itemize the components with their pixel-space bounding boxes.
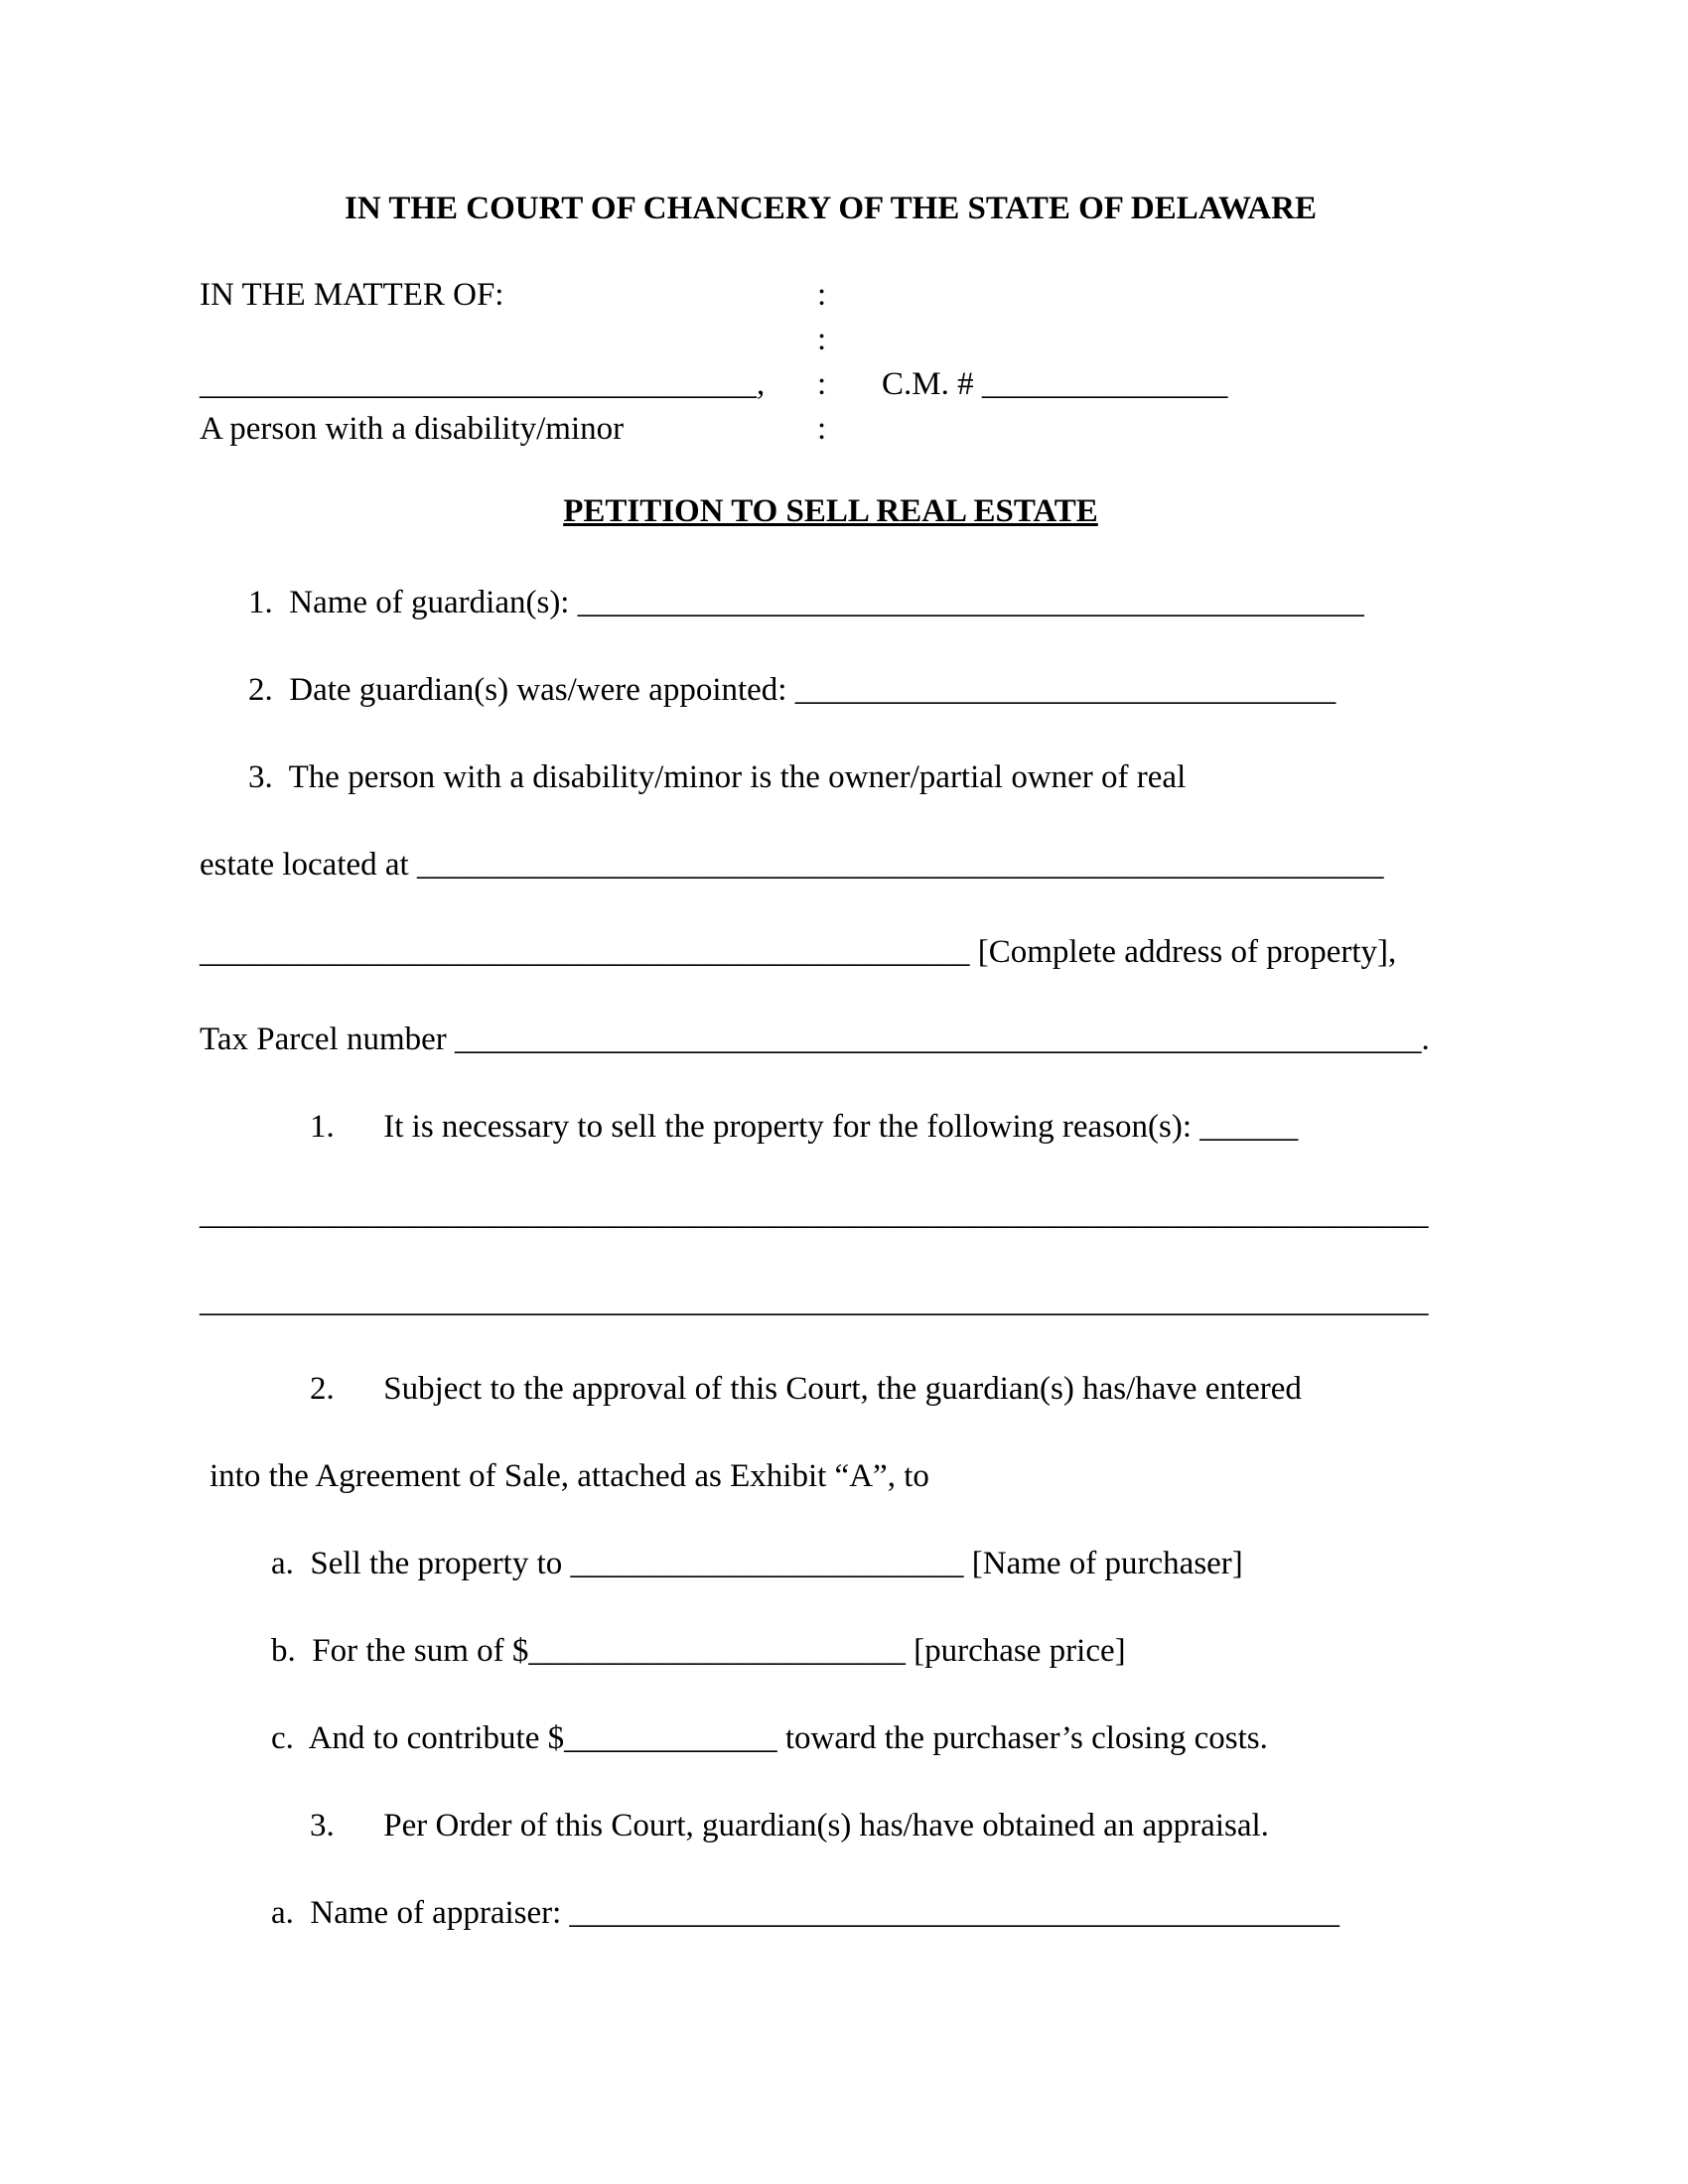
caption-separator-colon: :	[817, 366, 827, 402]
petition-heading: PETITION TO SELL REAL ESTATE	[563, 493, 1098, 529]
caption-row	[200, 273, 1462, 318]
caption-right-cell	[882, 407, 1462, 452]
agreement-of-sale-line-2: into the Agreement of Sale, attached as Exhibit “A”, to	[210, 1458, 929, 1494]
appraiser-name-line: a. Name of appraiser: _______________________________________________	[271, 1895, 1340, 1931]
ward-descriptor-label: A person with a disability/minor	[200, 411, 625, 447]
purchaser-name-line: a. Sell the property to ________________________ [Name of purchaser]	[271, 1546, 1243, 1581]
petition-body	[200, 559, 1462, 1957]
real-estate-owner-line: 3. The person with a disability/minor is the owner/partial owner of real	[248, 759, 1187, 795]
caption-separator-colon: :	[817, 277, 827, 313]
ward-name-blank: __________________________________,	[200, 366, 766, 402]
caption-left-cell	[200, 318, 817, 362]
cm-number-field: C.M. # _______________	[882, 366, 1228, 402]
estate-location-line: estate located at ___________________________________________________________	[200, 847, 1384, 883]
court-title: IN THE COURT OF CHANCERY OF THE STATE OF DELAWARE	[345, 191, 1317, 226]
caption-row	[200, 318, 1462, 362]
reason-blank-line-2: ___________________________________________________________________________	[200, 1284, 1429, 1319]
tax-parcel-line: Tax Parcel number ___________________________________________________________.	[200, 1022, 1430, 1057]
matter-of-label: IN THE MATTER OF:	[200, 277, 504, 313]
sale-reason-line: 1. It is necessary to sell the property for the following reason(s): ______	[310, 1109, 1299, 1145]
agreement-of-sale-line-1: 2. Subject to the approval of this Court, the guardian(s) has/have entered	[310, 1371, 1302, 1407]
caption-row	[200, 407, 1462, 452]
caption-separator-colon: :	[817, 411, 827, 447]
caption-row	[200, 362, 1462, 407]
caption-right-cell	[882, 273, 1462, 318]
caption-separator-colon: :	[817, 322, 827, 357]
case-caption	[200, 273, 1462, 452]
caption-right-cell	[882, 318, 1462, 362]
closing-costs-line: c. And to contribute $_____________ toward the purchaser’s closing costs.	[271, 1720, 1268, 1756]
guardian-name-line: 1. Name of guardian(s): ________________________________________________	[248, 585, 1364, 620]
property-address-line: _______________________________________________ [Complete address of property],	[200, 934, 1397, 970]
purchase-price-line: b. For the sum of $_______________________ [purchase price]	[271, 1633, 1126, 1669]
appraisal-obtained-line: 3. Per Order of this Court, guardian(s) has/have obtained an appraisal.	[310, 1808, 1269, 1843]
reason-blank-line-1: ___________________________________________________________________________	[200, 1196, 1429, 1232]
appointment-date-line: 2. Date guardian(s) was/were appointed: _________________________________	[248, 672, 1336, 708]
